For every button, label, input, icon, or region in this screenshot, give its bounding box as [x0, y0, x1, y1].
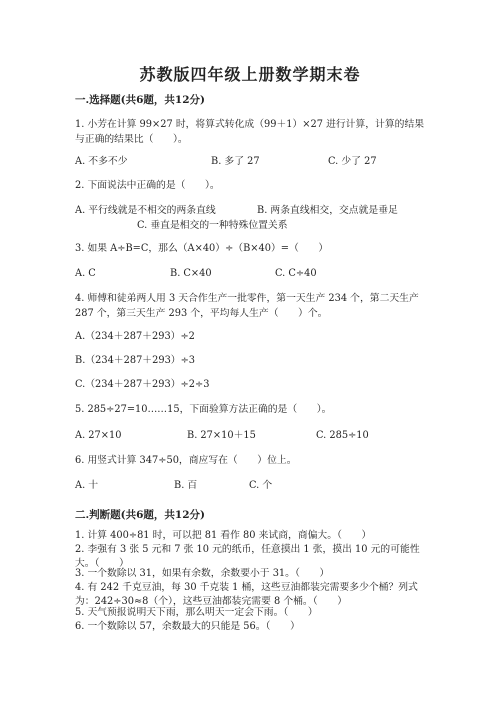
question-3: 3. 如果 A÷B=C，那么（A×40）÷（B×40）=（ ）	[75, 243, 329, 254]
option-b: B. 多了 27	[211, 156, 260, 167]
option-c: C. C÷40	[275, 268, 317, 279]
options-q5	[75, 428, 435, 443]
option-a: A. 十	[75, 480, 99, 491]
option-q4-a	[75, 329, 435, 344]
section-heading-judgment: 二.判断题(共6题，共12分)	[75, 509, 206, 521]
judgment-item-5: 5. 天气预报说明天下雨，那么明天一定会下雨。（ ）	[75, 607, 318, 618]
judgment-item-1: 1. 计算 400÷81 时，可以把 81 看作 80 来试商，商偏大。（ ）	[75, 530, 372, 541]
option-c: C. 少了 27	[328, 156, 377, 167]
option-b: B.（234＋287＋293）÷3	[75, 355, 196, 366]
option-b: B. 27×10＋15	[187, 430, 256, 441]
option-c: C. 个	[249, 480, 273, 491]
question-6: 6. 用竖式计算 347÷50，商应写在（ ）位上。	[75, 455, 297, 466]
option-b: B. 两条直线相交，交点就是垂足	[257, 205, 398, 216]
judgment-item-6: 6. 一个数除以 57，余数最大的只能是 56。（ ）	[75, 621, 300, 632]
options-q2-line2	[75, 218, 435, 233]
question-4: 4. 师傅和徒弟两人用 3 天合作生产一批零件，第一天生产 234 个，第二天生产 287 个，第三天生产 293 个，平均每人生产（ ）个。	[75, 293, 419, 319]
option-q4-c	[75, 377, 435, 392]
option-c: C. 285÷10	[316, 430, 369, 441]
options-q2	[75, 203, 435, 218]
question-5: 5. 285÷27=10……15，下面验算方法正确的是（ ）。	[75, 404, 332, 415]
page-title: 苏教版四年级上册数学期末卷	[139, 65, 361, 84]
option-a: A. C	[75, 268, 96, 279]
option-b: B. 百	[174, 480, 198, 491]
options-q1	[75, 154, 435, 169]
question-2: 2. 下面说法中正确的是（ ）。	[75, 180, 220, 191]
option-b: B. C×40	[170, 268, 212, 279]
option-a: A. 平行线就是不相交的两条直线	[75, 205, 216, 216]
options-q6	[75, 478, 435, 493]
question-1: 1. 小芳在计算 99×27 时，将算式转化成（99＋1）×27 进行计算，计算的结果与正确的结果比（ ）。	[75, 119, 425, 145]
section-heading-choice: 一.选择题(共6题，共12分)	[75, 94, 206, 106]
judgment-item-3: 3. 一个数除以 31，如果有余数，余数要小于 31。（ ）	[75, 568, 330, 579]
options-q3	[75, 266, 435, 281]
option-c: C. 垂直是相交的一种特殊位置关系	[137, 220, 288, 231]
judgment-item-4: 4. 有 242 千克豆油，每 30 千克装 1 桶，这些豆油都装完需要多少个桶？列式为：242÷30≈8（个），这些豆油都装完需要 8 个桶。（ ）	[75, 582, 418, 607]
judgment-item-2: 2. 李强有 3 张 5 元和 7 张 10 元的纸币，任意摸出 1 张，摸出 10 元的可能性大。（ ）	[75, 544, 420, 569]
option-a: A. 27×10	[75, 430, 122, 441]
option-q4-b	[75, 353, 435, 368]
option-a: A.（234＋287＋293）÷2	[75, 331, 195, 342]
option-c: C.（234＋287＋293）÷2÷3	[75, 379, 210, 390]
option-a: A. 不多不少	[75, 156, 128, 167]
